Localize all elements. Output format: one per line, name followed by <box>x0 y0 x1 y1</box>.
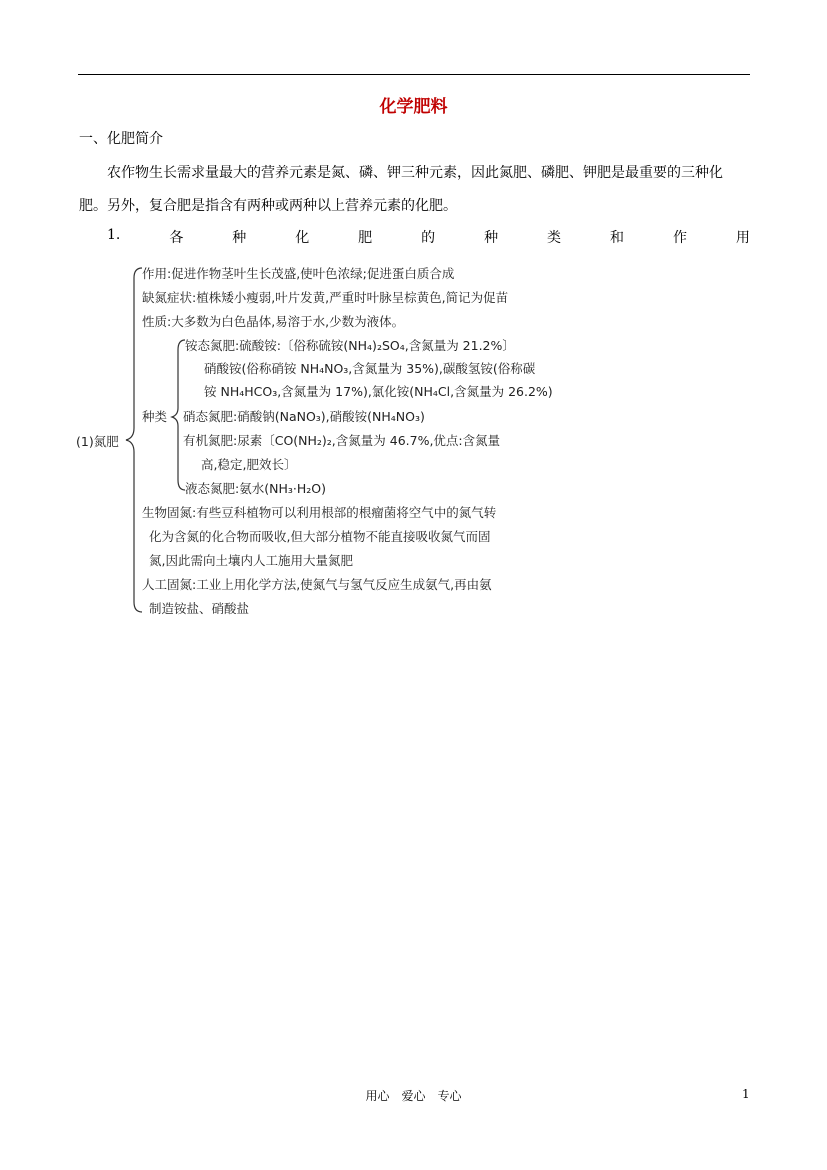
main-brace <box>126 268 142 612</box>
page-title: 化学肥料 <box>379 97 448 117</box>
list-char: 种 <box>232 230 247 246</box>
list-char: 作 <box>672 230 687 246</box>
list-item-heading <box>107 227 750 247</box>
page-number: 1 <box>742 1087 750 1101</box>
header-rule <box>78 74 750 75</box>
diagram-types-label: 种类 <box>142 409 168 424</box>
page-footer: 用心 爱心 专心 <box>365 1089 462 1103</box>
diagram-nitrate: 硝态氮肥:硝酸钠(NaNO₃),硝酸铵(NH₄NO₃) <box>183 409 425 424</box>
diagram-bio-fixation-cont: 化为含氮的化合物而吸收,但大部分植物不能直接吸收氮气而固 <box>149 529 491 544</box>
diagram-artificial-fixation-cont: 制造铵盐、硝酸盐 <box>149 601 250 616</box>
diagram-organic-cont: 高,稳定,肥效长〕 <box>201 457 297 472</box>
list-char: 各 <box>169 230 184 246</box>
diagram-bio-fixation: 生物固氮:有些豆科植物可以利用根部的根瘤菌将空气中的氮气转 <box>142 505 497 520</box>
diagram-property: 性质:大多数为白色晶体,易溶于水,少数为液体。 <box>142 314 405 329</box>
list-char: 化 <box>295 230 310 246</box>
list-number: 1. <box>107 227 121 243</box>
diagram-deficiency: 缺氮症状:植株矮小瘦弱,叶片发黄,严重时叶脉呈棕黄色,简记为促苗 <box>142 290 509 305</box>
list-char: 类 <box>547 230 562 246</box>
section-heading: 一、化肥简介 <box>79 131 163 147</box>
diagram-ammonium-cont: 硝酸铵(俗称硝铵 NH₄NO₃,含氮量为 35%),碳酸氢铵(俗称碳 <box>204 361 536 376</box>
list-char: 和 <box>609 230 624 246</box>
diagram-root-label: (1)氮肥 <box>76 434 119 449</box>
nitrogen-fertilizer-diagram <box>70 260 610 620</box>
list-char: 种 <box>484 230 499 246</box>
diagram-bio-fixation-cont: 氮,因此需向土壤内人工施用大量氮肥 <box>149 553 353 568</box>
diagram-effect: 作用:促进作物茎叶生长茂盛,使叶色浓绿;促进蛋白质合成 <box>142 266 455 281</box>
list-char: 用 <box>735 230 750 246</box>
list-char: 肥 <box>358 230 373 246</box>
diagram-artificial-fixation: 人工固氮:工业上用化学方法,使氮气与氢气反应生成氨气,再由氨 <box>142 577 492 592</box>
diagram-ammonium: 铵态氮肥:硫酸铵:〔俗称硫铵(NH₄)₂SO₄,含氮量为 21.2%〕 <box>185 338 515 353</box>
diagram-ammonium-cont: 铵 NH₄HCO₃,含氮量为 17%),氯化铵(NH₄Cl,含氮量为 26.2%) <box>204 384 553 399</box>
diagram-organic: 有机氮肥:尿素〔CO(NH₂)₂,含氮量为 46.7%,优点:含氮量 <box>183 433 501 448</box>
list-char: 的 <box>421 230 436 246</box>
intro-text: 农作物生长需求量最大的营养元素是氮、磷、钾三种元素，因此氮肥、磷肥、钾肥是最重要的三种化肥。另外，复合肥是指含有两种或两种以上营养元素的化肥。 <box>79 165 723 214</box>
intro-paragraph <box>79 157 750 223</box>
diagram-liquid: 液态氮肥:氨水(NH₃·H₂O) <box>185 481 326 496</box>
